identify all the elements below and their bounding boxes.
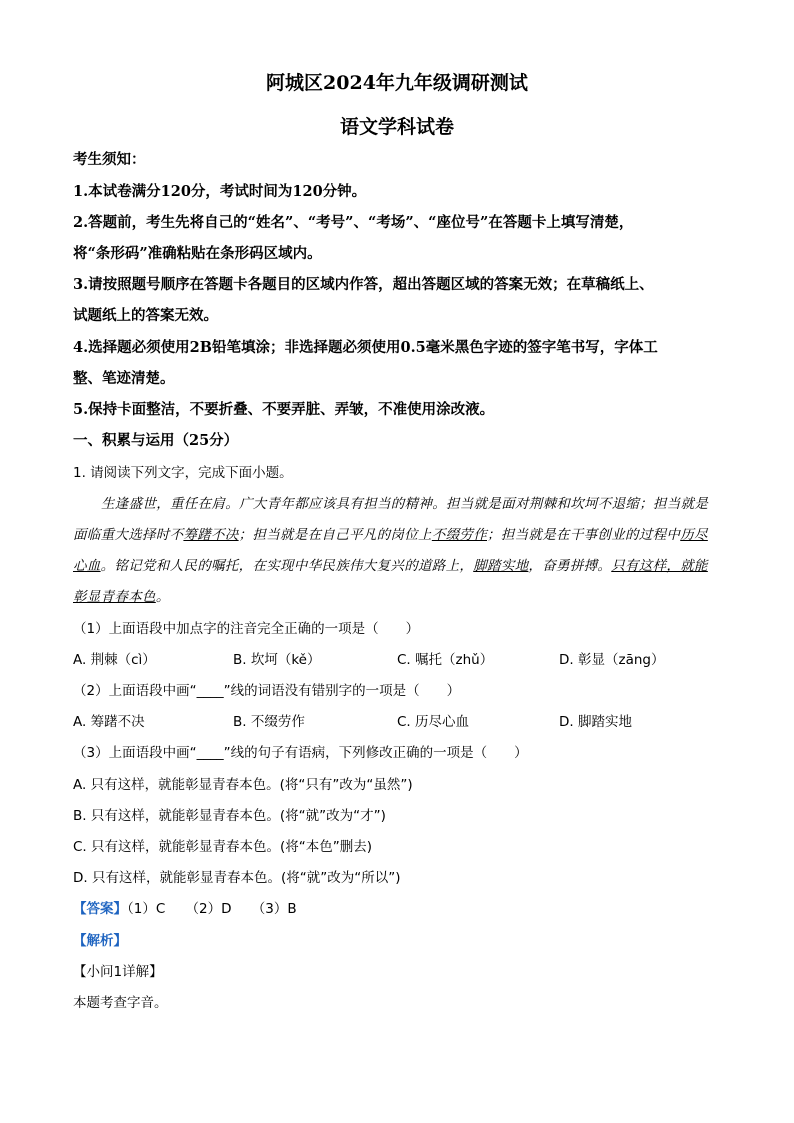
underlined-phrase: 筹躇不决 [183,527,239,543]
underlined-phrase: 心血 [73,558,101,574]
option-d[interactable]: D. 彰显（zāng） [559,652,665,668]
sub-question-2-stem: （2）上面语段中画“____”线的词语没有错别字的一项是（ ） [73,683,461,699]
passage-text: ，奋勇拼搏。 [528,558,612,574]
underlined-sentence: 彰显青春本色 [73,589,156,605]
answer-label: 【答案】 [73,901,127,917]
notice-item-5: 5.保持卡面整洁，不要折叠、不要弄脏、弄皱，不准使用涂改液。 [73,401,495,418]
notice-item-4-line-2: 整、笔迹清楚。 [73,370,175,387]
notice-item-3-line-2: 试题纸上的答案无效。 [73,307,218,324]
passage-text: 。 [155,589,170,605]
notice-item-2-line-1: 2.答题前，考生先将自己的“姓名”、“考号”、“考场”、“座位号”在答题卡上填写清楚， [73,214,634,231]
question-1-stem: 1. 请阅读下列文字，完成下面小题。 [73,465,293,481]
option-c[interactable]: C. 历尽心血 [397,714,470,730]
notice-item-2-line-2: 将“条形码”准确粘贴在条形码区域内。 [73,245,322,262]
option-a[interactable]: A. 筹躇不决 [73,714,145,730]
analysis-label: 【解析】 [73,933,127,949]
option-c[interactable]: C. 只有这样，就能彰显青春本色。(将“本色”删去) [73,839,373,855]
option-a[interactable]: A. 只有这样，就能彰显青春本色。(将“只有”改为“虽然”) [73,777,413,793]
exam-subtitle: 语文学科试卷 [339,116,454,138]
option-c[interactable]: C. 嘱托（zhǔ） [397,652,494,668]
sub-question-1-stem: （1）上面语段中加点字的注音完全正确的一项是（ ） [73,621,420,637]
underlined-sentence: 只有这样，就能 [611,558,708,574]
underlined-phrase: 历尽 [680,527,708,543]
detail-1-text: 本题考查字音。 [73,995,168,1011]
option-b[interactable]: B. 坎坷（kě） [233,652,321,668]
option-d[interactable]: D. 脚踏实地 [559,714,632,730]
notice-item-4-line-1: 4.选择题必须使用2B铅笔填涂；非选择题必须使用0.5毫米黑色字迹的签字笔书写，字体工 [73,339,658,356]
notice-item-3-line-1: 3.请按照题号顺序在答题卡各题目的区域内作答，超出答题区域的答案无效；在草稿纸上、 [73,276,654,293]
passage-text: 面临重大选择时不 [73,527,184,543]
passage-line-2 [73,525,708,545]
answer-line [73,899,297,919]
passage-line-3 [73,556,708,576]
underlined-phrase: 脚踏实地 [473,558,529,574]
underlined-phrase: 不缀劳作 [431,527,488,543]
passage-text: ；担当就是在干事创业的过程中 [487,527,681,543]
option-b[interactable]: B. 不缀劳作 [233,714,305,730]
detail-1-label: 【小问1详解】 [73,964,163,980]
passage-line-1: 生逢盛世，重任在肩。广大青年都应该具有担当的精神。担当就是面对荆棘和坎坷不退缩；担当就是 [101,496,709,512]
passage-text: ；担当就是在自己平凡的岗位上 [238,527,432,543]
option-b[interactable]: B. 只有这样，就能彰显青春本色。(将“就”改为“才”) [73,808,386,824]
answer-value: （1）C （2）D （3）B [127,901,297,917]
sub-question-3-stem: （3）上面语段中画“____”线的句子有语病，下列修改正确的一项是（ ） [73,745,528,761]
exam-title: 阿城区2024年九年级调研测试 [266,72,528,94]
passage-text: 。铭记党和人民的嘱托，在实现中华民族伟大复兴的道路上， [100,558,474,574]
passage-line-4 [73,587,170,607]
section-1-heading: 一、积累与运用（25分） [73,432,239,449]
option-d[interactable]: D. 只有这样，就能彰显青春本色。(将“就”改为“所以”) [73,870,401,886]
notice-heading: 考生须知： [73,151,146,168]
notice-item-1: 1.本试卷满分120分，考试时间为120分钟。 [73,183,367,200]
option-a[interactable]: A. 荆棘（cì） [73,652,156,668]
